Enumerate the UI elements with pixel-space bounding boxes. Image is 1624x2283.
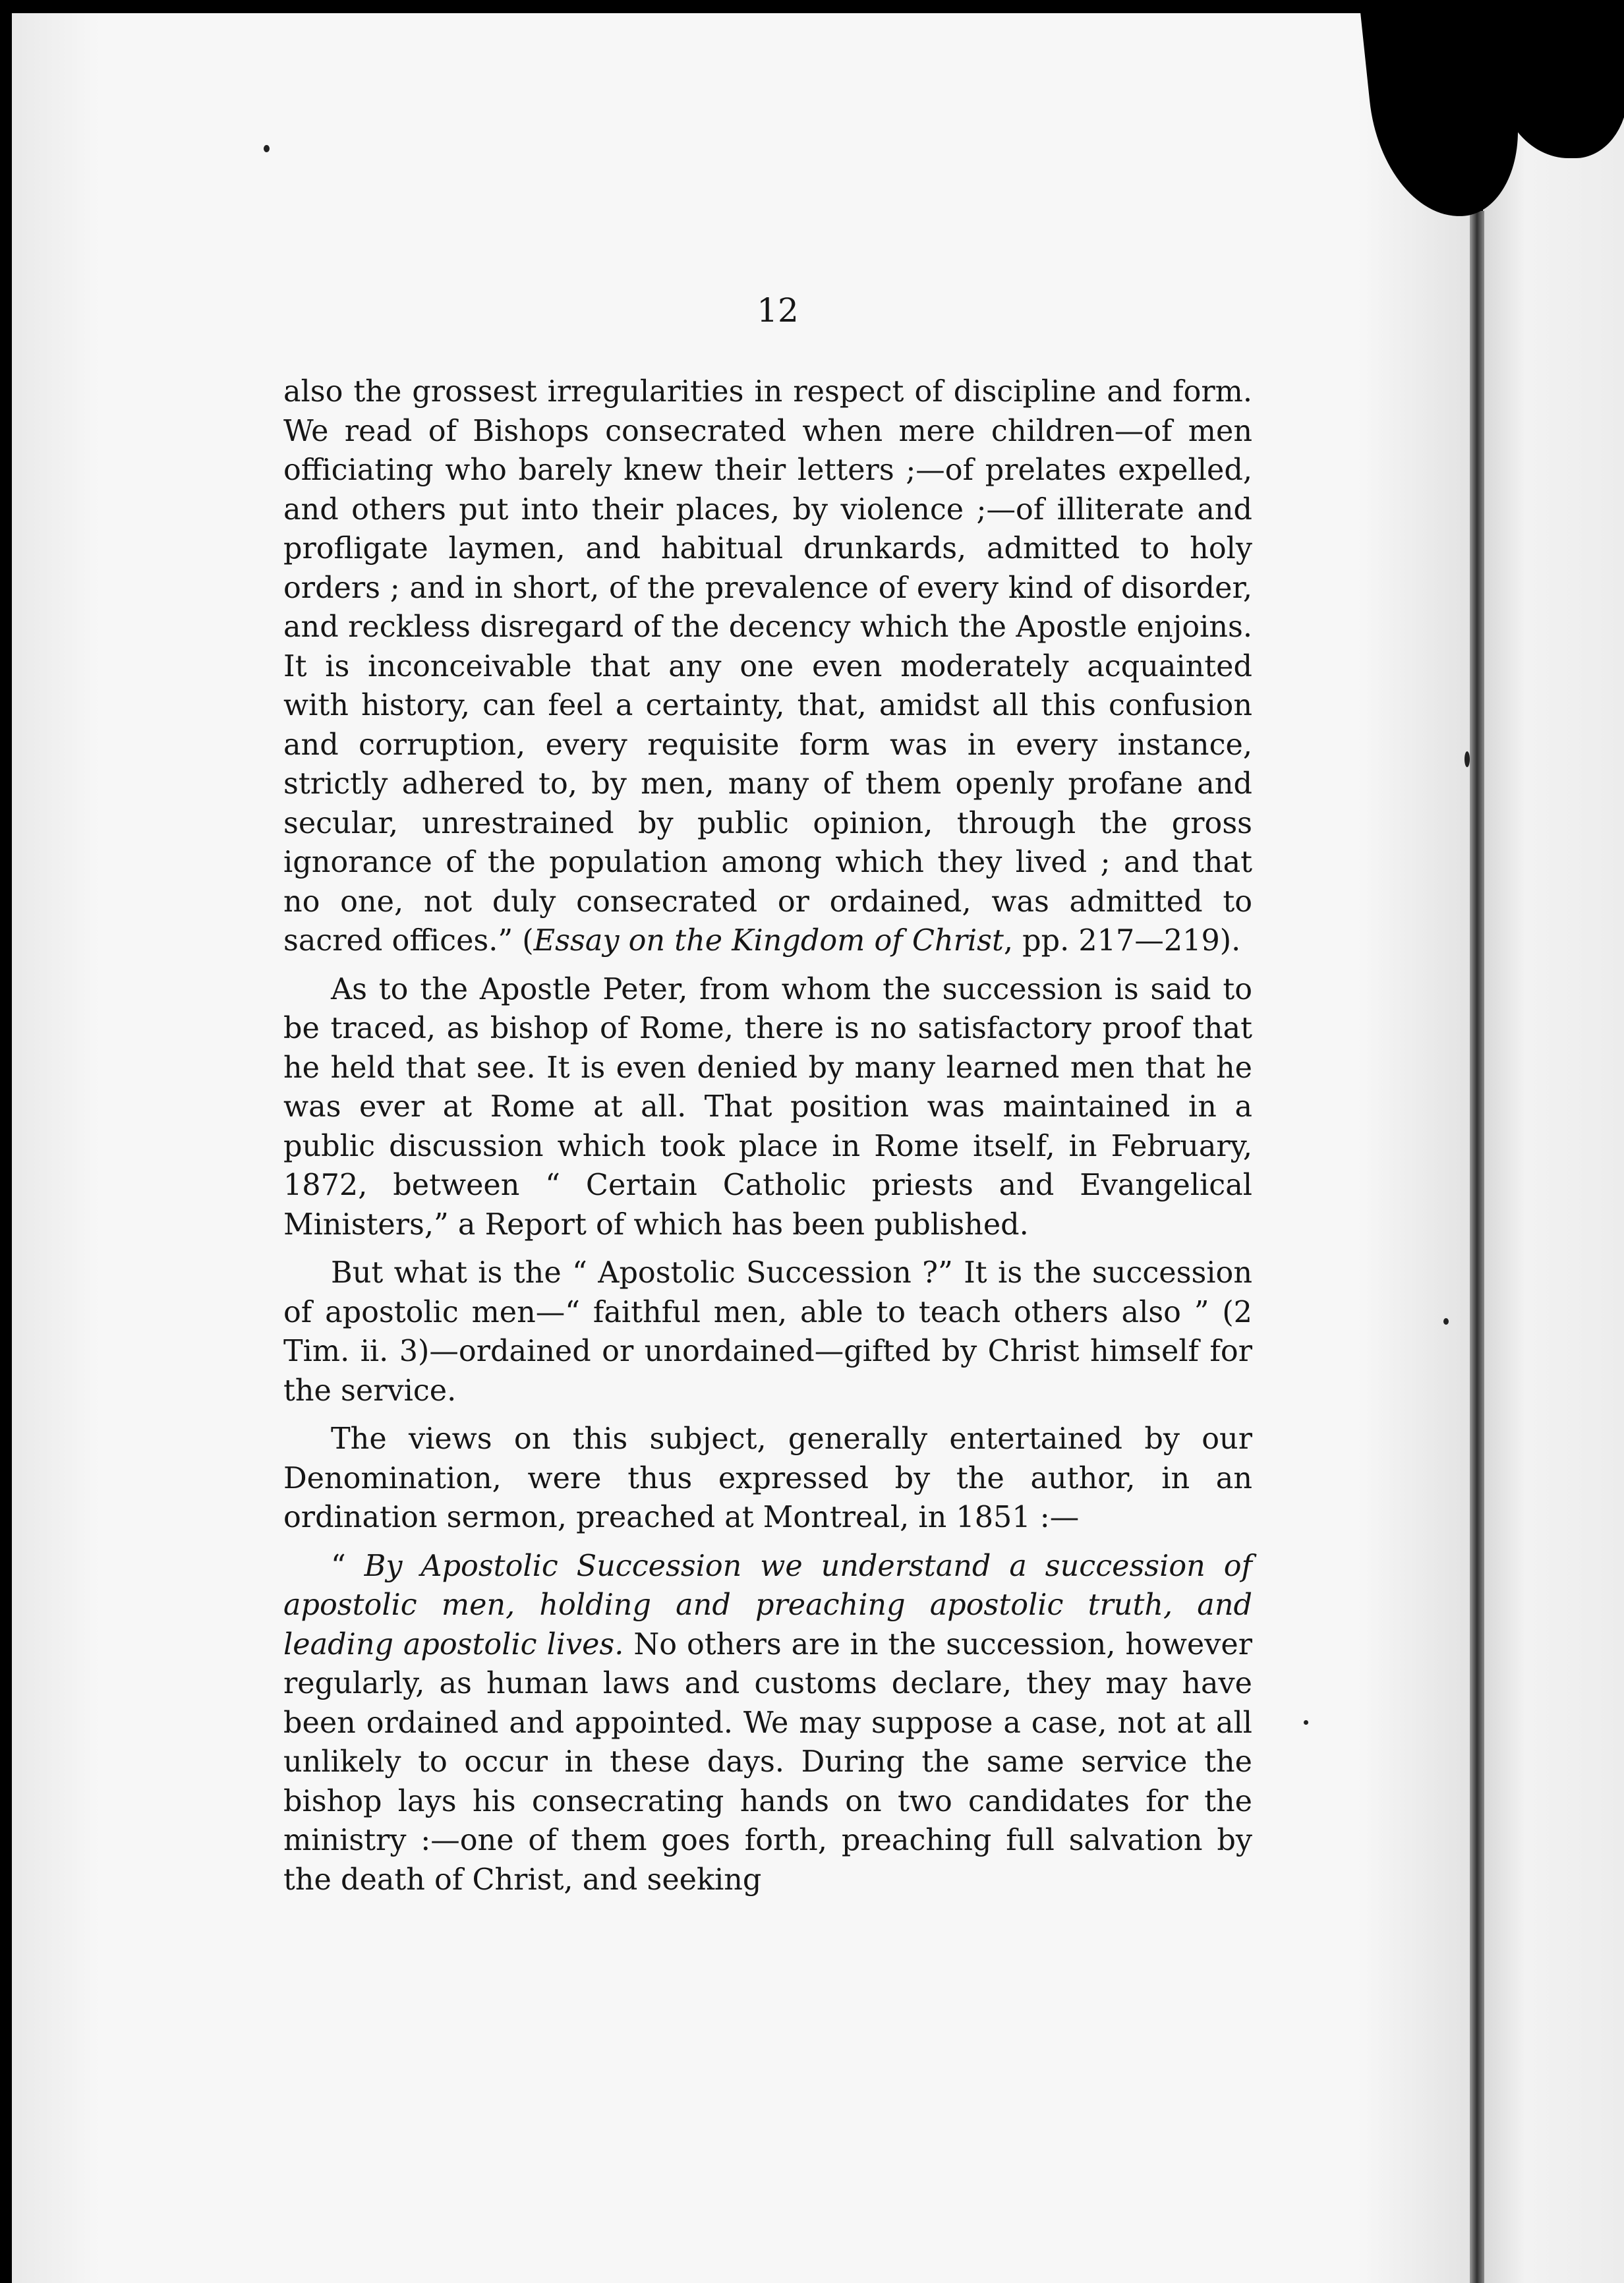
page-gutter (1470, 211, 1484, 2283)
text-run: But what is the “ Apostolic Succession ?” It is the succession of apostolic men—“ faithful men, able to teach others also ” (2 Tim. ii. 3)—ordained or unordained—gifted by Christ himself for the service. (283, 1256, 1252, 1408)
ink-speck (1443, 1318, 1449, 1325)
italic-text: Essay on the Kingdom of Christ (533, 924, 1004, 958)
ink-speck (1464, 751, 1470, 767)
facing-page-edge (1483, 13, 1624, 2283)
text-run: No others are in the succession, however regularly, as human laws and customs declare, they may have been ordained and appointed. We may suppose a case, not at all unlikely to occur in these days. During the same service the bishop lays his consecrating hands on two candidates for the ministry :—one of them goes forth, preaching full salvation by the death of Christ, and seeking (283, 1627, 1253, 1897)
paragraph (283, 1547, 1252, 1900)
text-run: As to the Apostle Peter, from whom the succession is said to be traced, as bishop of Rome, there is no satisfactory proof that he held that see. It is even denied by many learned men that he was ever at Rome at all. That position was maintained in a public discussion which took place in Rome itself, in February, 1872, between “ Certain Catholic priests and Evangelical Ministers,” a Report of which has been published. (283, 972, 1252, 1242)
paragraph (283, 372, 1252, 961)
text-run: “ (331, 1549, 364, 1583)
italic-text: By Apostolic Succession we understand a succession of apostolic men, holding and preaching apostolic truth, and leading apostolic lives. (283, 1549, 1252, 1662)
ink-speck (264, 145, 270, 152)
ink-speck (1304, 1720, 1308, 1725)
text-run: The views on this subject, generally entertained by our Denomination, were thus expressed by the author, in an ordination sermon, preached at Montreal, in 1851 :— (283, 1422, 1252, 1534)
page-number: 12 (757, 291, 799, 330)
paragraph (283, 1254, 1252, 1410)
text-run: also the grossest irregularities in respect of discipline and form. We read of Bishops consecrated when mere children—of men officiating who barely knew their letters ;—of prelates expelled, and others put into their places, by violence ;—of illiterate and profligate laymen, and habitual drunkards, admitted to holy orders ; and in short, of the prevalence of every kind of disorder, and reckless disregard of the decency which the Apostle enjoins. It is inconceivable that any one even moderately acquainted with history, can feel a certainty, that, amidst all this confusion and corruption, every requisite form was in every instance, strictly adhered to, by men, many of them openly profane and secular, unrestrained by public opinion, through the gross ignorance of the population among which they lived ; and that no one, not duly consecrated or ordained, was admitted to sacred offices.” ( (283, 375, 1252, 958)
text-run: , pp. 217—219). (1003, 924, 1241, 958)
body-text (283, 372, 1252, 1899)
paragraph (283, 1420, 1252, 1538)
paragraph (283, 970, 1252, 1245)
